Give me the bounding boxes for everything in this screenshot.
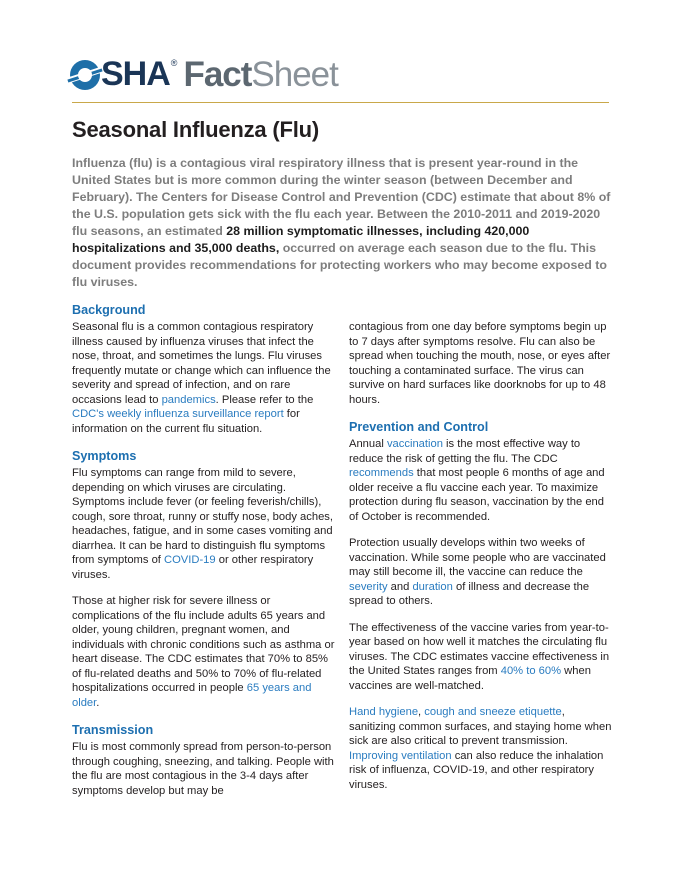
intro-text-2: occurred on average each season due to the flu. This document provides recommendations for protecting workers who may become exposed to flu viruses. (72, 241, 607, 289)
symptoms-paragraph-2 (72, 594, 337, 710)
background-text-1: Seasonal flu is a common contagious respiratory illness caused by influenza viruses that infect the nose, throat, and sometimes the lungs. Flu viruses frequently mutate or change which can influence the severity and spread of infection, and on rare occasions lead to (72, 321, 331, 406)
pandemics-link[interactable]: pandemics (161, 393, 216, 406)
logo-fact-text: Fact (183, 54, 252, 94)
background-heading: Background (72, 303, 146, 317)
prevention-text-6: of illness and decrease the spread to others. (349, 580, 590, 607)
transmission-paragraph-start: Flu is most commonly spread from person-to-person through coughing, sneezing, and talking. People with the flu are most contagious in the 3-4 days after symptoms develop but may be (72, 741, 334, 797)
prevention-text-10: , sanitizing common surfaces, and staying home when sick are also critical to prevent transmission. (349, 706, 612, 747)
vaccination-link[interactable]: vaccination (386, 438, 443, 450)
effectiveness-range-link[interactable]: 40% to 60% (500, 665, 562, 677)
prevention-heading: Prevention and Control (349, 420, 489, 434)
transmission-heading: Transmission (72, 723, 154, 737)
symptoms-text-3: Those at higher risk for severe illness or complications of the flu include adults 65 years and older, young children, pregnant women, and individuals with chronic conditions such as asthma or heart disease. The CDC estimates that 70% to 85% of flu-related deaths and 50% to 70% of flu-related hospitalizations occurred in people (72, 595, 335, 694)
right-column (349, 320, 614, 804)
surveillance-report-link[interactable]: CDC's weekly influenza surveillance report (72, 408, 284, 420)
prevention-paragraph-2 (349, 536, 614, 609)
header-divider (72, 102, 609, 103)
intro-text-1: Influenza (flu) is a contagious viral respiratory illness that is present year-round in the United States but is more common during the winter season (between December and February). The Centers for Disease Control and Prevention (CDC) estimate that about 8% of the U.S. population gets sick with the flu each year. Between the 2010-2011 and 2019-2020 flu seasons, an estimated (72, 156, 611, 238)
page-title: Seasonal Influenza (Flu) (72, 117, 320, 142)
logo-registered-mark: ® (170, 58, 178, 68)
prevention-text-11: can also reduce the inhalation risk of influenza, COVID-19, and other respiratory viruses. (349, 749, 604, 791)
logo-osha-text: SHA (101, 55, 170, 93)
intro-highlight: 28 million symptomatic illnesses, including 420,000 hospitalizations and 35,000 deaths, (72, 224, 530, 255)
prevention-paragraph-4 (349, 705, 614, 792)
prevention-text-2: is the most effective way to reduce the risk of getting the flu. The CDC (349, 438, 581, 465)
osha-factsheet-logo (70, 52, 338, 96)
background-paragraph (72, 320, 337, 436)
hand-hygiene-link[interactable]: Hand hygiene (349, 706, 419, 718)
prevention-text-7: The effectiveness of the vaccine varies from year-to-year based on how well it matches the circulating flu viruses. The CDC estimates vaccine effectiveness in the United States ranges from (349, 621, 610, 677)
symptoms-text-2: or other respiratory viruses. (72, 554, 314, 581)
prevention-paragraph-3 (349, 621, 614, 694)
logo-sheet-text: Sheet (251, 54, 338, 94)
intro-paragraph (72, 155, 612, 291)
65-years-older-link[interactable]: 65 years and older (72, 682, 312, 709)
symptoms-text-4: . (96, 696, 100, 709)
duration-link[interactable]: duration (412, 580, 453, 593)
symptoms-paragraph-1 (72, 466, 337, 582)
improving-ventilation-link[interactable]: Improving ventilation (349, 749, 452, 762)
background-text-2: . Please refer to the (215, 393, 314, 406)
prevention-text-5: and (387, 580, 413, 593)
recommends-link[interactable]: recommends (349, 467, 414, 479)
symptoms-text-1: Flu symptoms can range from mild to severe, depending on which viruses are circulating. Symptoms include fever (or feeling feverish/chills), cough, sore throat, runny or stuffy nose, body aches, headaches, fatigue, and in some cases vomiting and diarrhea. It can be hard to distinguish flu symptoms from symptoms of (72, 467, 333, 566)
severity-link[interactable]: severity (349, 580, 388, 593)
prevention-text-3: that most people 6 months of age and older receive a flu vaccine each year. To maximize protection during flu season, vaccination by the end of October is recommended. (349, 467, 605, 523)
prevention-text-9: , (418, 706, 425, 718)
prevention-paragraph-1 (349, 437, 614, 524)
osha-logo-o-icon (70, 60, 100, 90)
background-text-3: for information on the current flu situation. (72, 408, 300, 435)
prevention-text-8: when vaccines are well-matched. (349, 665, 591, 692)
covid19-link[interactable]: COVID-19 (164, 554, 216, 566)
prevention-text-1: Annual (349, 438, 387, 450)
prevention-text-4: Protection usually develops within two weeks of vaccination. While some people who are vaccinated may still become ill, the vaccine can reduce the (349, 537, 606, 578)
cough-sneeze-etiquette-link[interactable]: cough and sneeze etiquette (424, 706, 562, 718)
symptoms-heading: Symptoms (72, 449, 137, 463)
transmission-paragraph-end: contagious from one day before symptoms begin up to 7 days after symptoms resolve. Flu can also be spread when touching the mouth, nose, or eyes after touching a contaminated surface. The virus can survive on hard surfaces like doorknobs for up to 48 hours. (349, 321, 611, 406)
left-column (72, 302, 337, 810)
